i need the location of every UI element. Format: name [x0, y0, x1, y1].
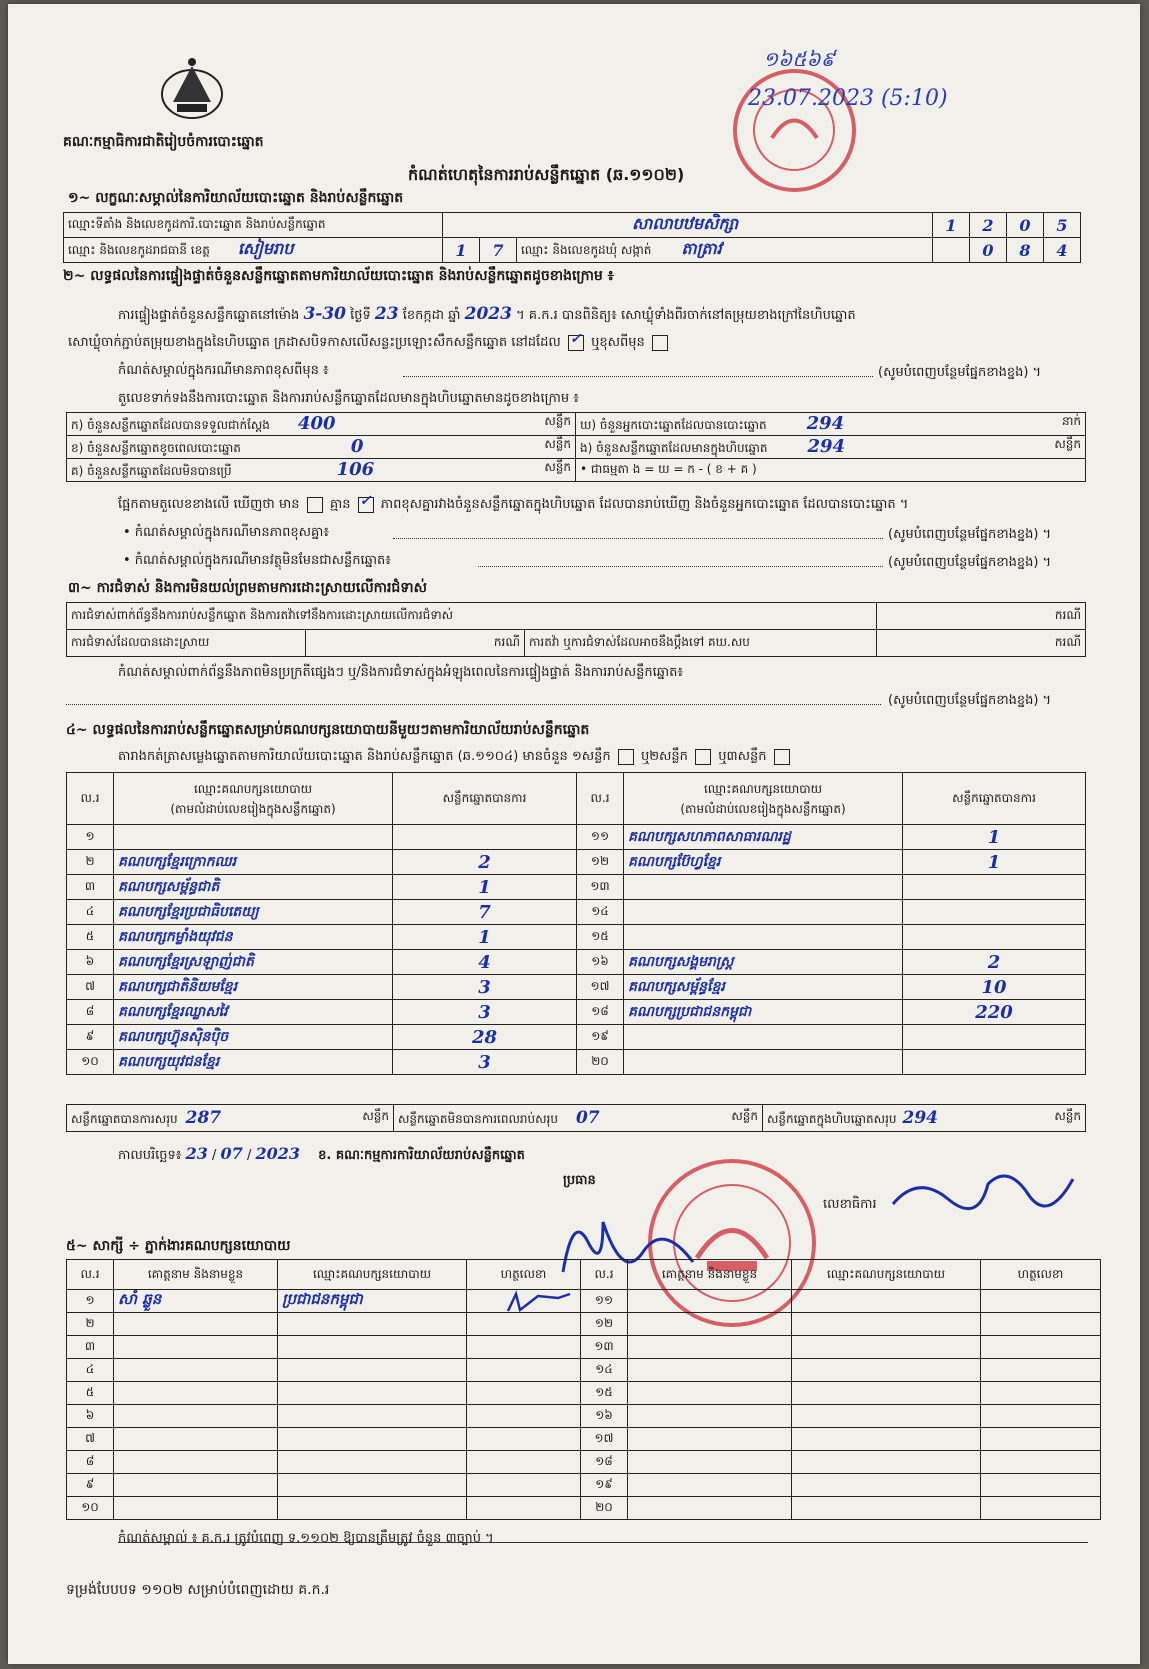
- party-number: ៩: [67, 1025, 114, 1050]
- witness-number: ១: [67, 1290, 114, 1313]
- province-code-1: 1: [443, 238, 480, 263]
- party-votes: 1: [903, 850, 1086, 875]
- table-row: [67, 1290, 1101, 1313]
- witness-number: ១៩: [581, 1474, 628, 1497]
- witness-name: [628, 1290, 792, 1313]
- witness-signature: [981, 1336, 1101, 1359]
- voters-label: ឃ) ចំនួនអ្នកបោះឆ្នោតដែលបានបោះឆ្នោត: [580, 418, 767, 432]
- witness-name: [114, 1405, 278, 1428]
- party-name: [624, 1050, 903, 1075]
- table-row: [67, 1451, 1101, 1474]
- location-label: ឈ្មោះទីតាំង និងលេខកូដការិ.បោះឆ្នោត និងរាប់សន្លឹកឆ្នោត: [64, 213, 443, 238]
- verify-line-rest: ។ គ.ក.រ បានពិនិត្យ៖ សោឃ្លុំទាំងពីរចាក់នៅតម្រុយខាងក្រៅនៃហិបឆ្នោត: [516, 308, 856, 323]
- witness-number: ១៨: [581, 1451, 628, 1474]
- witness-name: [114, 1359, 278, 1382]
- doc-title: កំណត់ហេតុនៃការរាប់សន្លឹកឆ្នោត (ឆ.១១០២): [408, 165, 685, 184]
- witness-party: [278, 1474, 467, 1497]
- foreign-object-note: • កំណត់សម្គាល់ក្នុងករណីមានវត្ថុមិនមែនជាសន្លឹកឆ្នោត៖: [123, 553, 391, 568]
- witness-name: [628, 1313, 792, 1336]
- spoiled-label: ខ) ចំនួនសន្លឹកឆ្នោតខូចពេលបោះឆ្នោត: [71, 441, 241, 455]
- witness-signature: [981, 1428, 1101, 1451]
- witness-name: [114, 1474, 278, 1497]
- witness-name: [628, 1474, 792, 1497]
- two-sheet-checkbox[interactable]: [695, 749, 711, 765]
- table-row: [67, 925, 1086, 950]
- witness-signature: [981, 1451, 1101, 1474]
- irregularity-note: កំណត់សម្គាល់ពាក់ព័ន្ធនឹងភាពមិនប្រក្រតីផ្សេងៗ ឬ/និងការជំទាស់ក្នុងអំឡុងពេលនៃការផ្ទៀងផ្ទាត់ និងការរាប់សន្លឹកឆ្នោត៖: [118, 665, 684, 680]
- party-number: ១៥: [577, 925, 624, 950]
- section1-table: [63, 212, 1081, 263]
- witness-number: ១១: [581, 1290, 628, 1313]
- witness-number: ១០: [67, 1497, 114, 1520]
- witness-number: ៦: [67, 1405, 114, 1428]
- party-number: ១៣: [577, 875, 624, 900]
- location-code-3: 0: [1007, 213, 1044, 238]
- province-label: ឈ្មោះ និងលេខកូដរាជធានី ខេត្ត: [68, 243, 210, 257]
- verify-month-label: ខែកក្កដា ឆ្នាំ: [402, 308, 461, 323]
- has-discrepancy-checkbox[interactable]: [307, 497, 323, 513]
- witness-name: [114, 1313, 278, 1336]
- party-name: គណបក្សប្រជាជនកម្ពុជា: [624, 1000, 903, 1025]
- different-checkbox[interactable]: [652, 335, 668, 351]
- table-row: [67, 900, 1086, 925]
- in-box-value: 294: [807, 436, 846, 457]
- no-discrepancy-label: គ្មាន: [329, 497, 351, 512]
- party-votes: 2: [393, 850, 577, 875]
- party-name: [624, 1025, 903, 1050]
- party-name: គណបក្សខ្មែរក្រោកឈរ: [114, 850, 393, 875]
- witness-number: ៥: [67, 1382, 114, 1405]
- party-number: ១៨: [577, 1000, 624, 1025]
- witness-party: [792, 1474, 981, 1497]
- verify-year: 2023: [464, 304, 512, 324]
- party-number: ១៦: [577, 950, 624, 975]
- totals-table: សន្លឹកឆ្នោតបានការសរុប 287 សន្លឹក សន្លឹកឆ្នោតមិនបានការពេលរាប់សរុប 07 សន្លឹក សន្លឹកឆ្នោតក្នុងហិបឆ្នោតសរុប 294 សន្លឹក: [66, 1104, 1086, 1132]
- witness-name: [628, 1336, 792, 1359]
- party-votes: [903, 925, 1086, 950]
- witness-signature: [467, 1451, 581, 1474]
- foreign-object-fill: (សូមបំពេញបន្ថែមផ្នែកខាងខ្នង) ។: [888, 555, 1052, 570]
- committee-label: ខ. គណៈកម្មការការិយាល័យរាប់សន្លឹកឆ្នោត: [318, 1148, 525, 1163]
- seal-line: សោឃ្លុំចាក់ភ្ជាប់តម្រុយខាងក្នុងនៃហិបឆ្នោត ក្រដាសបិទកាសលើសន្លះប្រឡោះសឹកសន្លឹកឆ្នោត នៅដដែល: [68, 335, 561, 350]
- resolved-label: ការជំទាស់ដែលបានដោះស្រាយ: [67, 630, 306, 657]
- invalid-total: 07: [575, 1107, 600, 1128]
- witness-name: [628, 1451, 792, 1474]
- witness-name: សាំ ឆ្លួន: [114, 1290, 278, 1313]
- section5-title: ៥~ សាក្សី ÷ ភ្នាក់ងារគណបក្សនយោបាយ: [66, 1238, 291, 1254]
- party-votes: 1: [903, 825, 1086, 850]
- commune-value: តាត្រាវ: [681, 239, 722, 258]
- table-row: [67, 1025, 1086, 1050]
- party-number: ២០: [577, 1050, 624, 1075]
- party-number: ៣: [67, 875, 114, 900]
- witness-number: ៨: [67, 1451, 114, 1474]
- witness-signature: [981, 1290, 1101, 1313]
- witness-signature: [981, 1359, 1101, 1382]
- unused-value: 106: [336, 459, 375, 480]
- footer-note: កំណត់សម្គាល់ ៖ គ.ក.រ ត្រូវបំពេញ ទ.១១០២ ឱ្យបានត្រឹមត្រូវ ចំនួន ៣ច្បាប់ ។: [118, 1531, 494, 1546]
- witness-name: [628, 1405, 792, 1428]
- verify-time-label: ការផ្ទៀងផ្ទាត់ចំនួនសន្លឹកឆ្នោតនៅម៉ោង: [118, 308, 300, 323]
- party-name: [624, 925, 903, 950]
- party-votes: 1: [393, 875, 577, 900]
- witness-signature-icon: [498, 1286, 578, 1320]
- date-month: 07: [220, 1144, 243, 1163]
- president-label: ប្រធាន: [563, 1173, 596, 1188]
- party-number: ២: [67, 850, 114, 875]
- party-votes: 3: [393, 975, 577, 1000]
- party-name: [624, 900, 903, 925]
- witness-party: [278, 1497, 467, 1520]
- table-row: [67, 1474, 1101, 1497]
- table-row: [67, 1405, 1101, 1428]
- witness-party: [278, 1382, 467, 1405]
- figures-table: ក) ចំនួនសន្លឹកឆ្នោតដែលបានទទួលជាក់ស្តែង 400 សន្លឹក ឃ) ចំនួនអ្នកបោះឆ្នោតដែលបានបោះឆ្នោត 294 នាក់ ខ) ចំនួនសន្លឹកឆ្នោតខូចពេលបោះឆ្នោត 0 សន្លឹក ង) ចំនួនសន្លឹកឆ្នោតដែលមានក្នុងហិបឆ្នោត 294 សន្លឹក គ) ចំនួនសន្លឹកឆ្នោតដែលមិនបានប្រើ 106 សន្លឹក • ជាធម្មតា ង = ឃ = ក - ( ខ + គ ): [66, 412, 1086, 482]
- spoiled-value: 0: [350, 436, 364, 457]
- witness-party: ប្រជាជនកម្ពុជា: [278, 1290, 467, 1313]
- footer-form-id: ទម្រង់បែបបទ ១១០២ សម្រាប់បំពេញដោយ គ.ក.រ: [66, 1582, 330, 1598]
- witness-party: [792, 1313, 981, 1336]
- table-row: [67, 825, 1086, 850]
- table-row: [67, 875, 1086, 900]
- witness-party: [278, 1336, 467, 1359]
- stamp-date: 23.07.2023 (5:10): [748, 86, 948, 111]
- table-row: [67, 1497, 1101, 1520]
- witness-number: ១៤: [581, 1359, 628, 1382]
- party-number: ៨: [67, 1000, 114, 1025]
- witness-number: ១៥: [581, 1382, 628, 1405]
- one-sheet-checkbox[interactable]: [618, 749, 634, 765]
- objections-row: ការជំទាស់ពាក់ព័ន្ធនឹងការរាប់សន្លឹកឆ្នោត និងការតវ៉ាទៅនឹងការដោះស្រាយលើការជំទាស់: [67, 603, 877, 630]
- results-table: ល.រ ឈ្មោះគណបក្សនយោបាយ (តាមលំដាប់លេខរៀងក្នុងសន្លឹកឆ្នោត) សន្លឹកឆ្នោតបានការ ល.រ ឈ្មោះគណបក្សនយោបាយ (តាមលំដាប់លេខរៀងក្នុងសន្លឹកឆ្នោត) សន្លឹកឆ្នោតបានការ ១ ១១ គណបក្សសហភាពសាធារណរដ្ឋ 1 ២ គណបក្សខ្មែរក្រោកឈរ 2 ១២ គណបក្សប៊ែហ្វខ្មែរ 1 ៣ គណបក្សសម្ព័ន្ធជាតិ 1 ១៣ ៤ គណបក្សខ្មែរប្រជាធិបតេយ្យ 7 ១៤ ៥ គណបក្សកម្លាំងយុវជន 1 ១៥ ៦ គណបក្សខ្មែរស្រឡាញ់ជាតិ 4 ១៦ គណបក្សសង្គមរាស្រ្ត 2 ៧ គណបក្សជាតិនិយមខ្មែរ 3 ១៧ គណបក្សសម្ព័ន្ធខ្មែរ 10 ៨ គណបក្សខ្មែរឈ្លាសវៃ 3 ១៨ គណបក្សប្រជាជនកម្ពុជា 220 ៩ គណបក្សហ៊្វុនស៊ិនប៉ិច 28 ១៩ ១០ គណបក្សយុវជនខ្មែរ 3 ២០: [66, 772, 1086, 1075]
- witness-party: [792, 1382, 981, 1405]
- party-votes: 10: [903, 975, 1086, 1000]
- witness-party: [792, 1497, 981, 1520]
- witness-number: ៩: [67, 1474, 114, 1497]
- verify-day-label: ថ្ងៃទី: [350, 308, 371, 323]
- party-votes: 28: [393, 1025, 577, 1050]
- in-box-label: ង) ចំនួនសន្លឹកឆ្នោតដែលមានក្នុងហិបឆ្នោត: [580, 441, 768, 455]
- appeal-label: ការតវ៉ា ឬការជំទាស់ដែលអាចនឹងប្តឹងទៅ គឃ.សប: [525, 630, 877, 657]
- table-row: [67, 1336, 1101, 1359]
- voters-value: 294: [806, 413, 845, 434]
- witness-name: [628, 1359, 792, 1382]
- witness-party: [278, 1359, 467, 1382]
- valid-total: 287: [185, 1107, 222, 1128]
- party-votes: 3: [393, 1050, 577, 1075]
- commune-code-1: 0: [970, 238, 1007, 263]
- party-votes: [903, 900, 1086, 925]
- party-number: ១៩: [577, 1025, 624, 1050]
- party-name: គណបក្សសម្ព័ន្ធខ្មែរ: [624, 975, 903, 1000]
- witness-signature: [981, 1382, 1101, 1405]
- party-name: គណបក្សសម្ព័ន្ធជាតិ: [114, 875, 393, 900]
- witness-signature: [467, 1474, 581, 1497]
- party-name: គណបក្សហ៊្វុនស៊ិនប៉ិច: [114, 1025, 393, 1050]
- witness-party: [792, 1359, 981, 1382]
- tally-sheet-label: តារាងកត់ត្រាសម្លេងឆ្នោតតាមការិយាល័យបោះឆ្នោត និងរាប់សន្លឹកឆ្នោត (ឆ.១១០៤) មានចំនួន ១សន្លឹក: [118, 749, 611, 764]
- date-label: កាលបរិច្ឆេទ៖: [118, 1148, 182, 1163]
- witness-party: [278, 1405, 467, 1428]
- no-discrepancy-checkbox[interactable]: ✓: [358, 497, 374, 513]
- unused-label: គ) ចំនួនសន្លឹកឆ្នោតដែលមិនបានប្រើ: [71, 464, 232, 478]
- party-number: ១: [67, 825, 114, 850]
- table-row: [67, 1382, 1101, 1405]
- party-name: គណបក្សសហភាពសាធារណរដ្ឋ: [624, 825, 903, 850]
- party-votes: 220: [903, 1000, 1086, 1025]
- party-votes: 7: [393, 900, 577, 925]
- witness-party: [278, 1428, 467, 1451]
- witness-name: [114, 1497, 278, 1520]
- location-code-2: 2: [970, 213, 1007, 238]
- party-number: ៧: [67, 975, 114, 1000]
- party-number: ៦: [67, 950, 114, 975]
- different-label: ឬខុសពីមុន: [591, 335, 645, 350]
- witness-signature: [981, 1497, 1101, 1520]
- witness-signature: [467, 1382, 581, 1405]
- verify-time: 3-30: [303, 304, 346, 324]
- witness-number: ៤: [67, 1359, 114, 1382]
- section4-title: ៤~ លទ្ធផលនៃការរាប់សន្លឹកឆ្នោតសម្រាប់គណបក្សនយោបាយនីមួយៗតាមការិយាល័យរាប់សន្លឹកឆ្នោត: [66, 722, 590, 738]
- party-votes: [393, 825, 577, 850]
- witness-number: ៣: [67, 1336, 114, 1359]
- diff-note-label: កំណត់សម្គាល់ក្នុងករណីមានភាពខុសពីមុន ៖: [118, 363, 329, 378]
- objections-table: ការជំទាស់ពាក់ព័ន្ធនឹងការរាប់សន្លឹកឆ្នោត និងការតវ៉ាទៅនឹងការដោះស្រាយលើការជំទាស់ ករណី ការជំទាស់ដែលបានដោះស្រាយ ករណី ការតវ៉ា ឬការជំទាស់ដែលអាចនឹងប្តឹងទៅ គឃ.សប ករណី: [66, 602, 1086, 657]
- table-row: [67, 975, 1086, 1000]
- witness-signature: [981, 1474, 1101, 1497]
- province-value: សៀមរាប: [237, 239, 294, 258]
- date-day: 23: [185, 1144, 208, 1163]
- witness-signature: [467, 1405, 581, 1428]
- received-value: 400: [297, 413, 336, 434]
- party-name: គណបក្សជាតិនិយមខ្មែរ: [114, 975, 393, 1000]
- discrepancy-label: ផ្អែកតាមតួលេខខាងលើ ឃើញថា មាន: [118, 497, 300, 512]
- witness-signature: [467, 1359, 581, 1382]
- party-number: ១០: [67, 1050, 114, 1075]
- received-label: ក) ចំនួនសន្លឹកឆ្នោតដែលបានទទួលជាក់ស្តែង: [71, 418, 270, 432]
- witness-name: [628, 1497, 792, 1520]
- witness-signature: [467, 1497, 581, 1520]
- witness-number: ១៧: [581, 1428, 628, 1451]
- witness-party: [792, 1336, 981, 1359]
- witness-table: ល.រ គោត្តនាម និងនាមខ្លួន ឈ្មោះគណបក្សនយោបាយ ហត្ថលេខា ល.រ គោត្តនាម និងនាមខ្លួន ឈ្មោះគណបក្សនយោបាយ ហត្ថលេខា ១ សាំ ឆ្លួន ប្រជាជនកម្ពុជា ១១ ២ ១២ ៣ ១៣ ៤ ១៤ ៥ ១៥ ៦ ១៦ ៧ ១៧ ៨ ១៨ ៩ ១៩ ១០ ២០: [66, 1259, 1101, 1520]
- party-name: គណបក្សប៊ែហ្វខ្មែរ: [624, 850, 903, 875]
- party-number: ៥: [67, 925, 114, 950]
- witness-number: ១២: [581, 1313, 628, 1336]
- witness-number: ២០: [581, 1497, 628, 1520]
- discrepancy-text: ភាពខុសគ្នារវាងចំនួនសន្លឹកឆ្នោតក្នុងហិបឆ្នោត ដែលបានរាប់ឃើញ និងចំនួនអ្នកបោះឆ្នោត ដែលបានបោះឆ្នោត ។: [380, 497, 909, 512]
- section2-title: ២~ លទ្ធផលនៃការផ្ទៀងផ្ទាត់ចំនួនសន្លឹកឆ្នោតតាមការិយាល័យបោះឆ្នោត និងរាប់សន្លឹកឆ្នោតដូចខាងក្រោម ៖: [63, 268, 614, 284]
- commune-label: ឈ្មោះ និងលេខកូដឃុំ សង្កាត់: [521, 243, 652, 257]
- formula-label: • ជាធម្មតា ង = ឃ = ក - ( ខ + គ ): [580, 462, 757, 476]
- figures-intro: តួលេខទាក់ទងនឹងការបោះឆ្នោត និងការរាប់សន្លឹកឆ្នោតដែលមានក្នុងហិបឆ្នោតមានដូចខាងក្រោម ៖: [118, 391, 579, 406]
- location-value: សាលាបឋមសិក្សា: [632, 214, 739, 233]
- verify-day: 23: [374, 304, 399, 324]
- witness-name: [114, 1382, 278, 1405]
- ballot-count-form: គណៈកម្មាធិការជាតិរៀបចំការបោះឆ្នោត កំណត់ហេតុនៃការរាប់សន្លឹកឆ្នោត (ឆ.១១០២) ១៦៥៦៩ 23.07.2023 (5:10) ១~ លក្ខណៈសម្គាល់នៃការិយាល័យបោះឆ្នោត និងរាប់សន្លឹកឆ្នោត ឈ្មោះទីតាំង និងលេខកូដការិ.បោះឆ្នោត និងរាប់សន្លឹកឆ្នោត សាលាបឋមសិក្សា 1 2 0 5 ឈ្មោះ និងលេខកូដរាជធានី ខេត្ត សៀមរាប 1 7 ឈ្មោះ និងលេខកូដឃុំ សង្កាត់ តាត្រាវ 0 8 4 ២~ លទ្ធផលនៃការផ្ទៀងផ្ទាត់ចំនួនសន្លឹកឆ្នោតតាមការិយាល័យបោះឆ្នោត និងរាប់សន្លឹកឆ្នោតដូចខាងក្រោម ៖ ការផ្ទៀងផ្ទាត់ចំនួនសន្លឹកឆ្នោតនៅម៉ោង 3-30 ថ្ងៃទី 23 ខែកក្កដា ឆ្នាំ 2023 ។ គ.ក.រ បានពិនិត្យ៖ សោឃ្លុំទាំងពីរចាក់នៅតម្រុយខាងក្រៅនៃហិបឆ្នោត សោឃ្លុំចាក់ភ្ជាប់តម្រុយខាងក្នុងនៃហិបឆ្នោត ក្រដាសបិទកាសលើសន្លះប្រឡោះសឹកសន្លឹកឆ្នោត នៅដដែល ✓ ឬខុសពីមុន កំណត់សម្គាល់ក្នុងករណីមានភាពខុសពីមុន ៖ (សូមបំពេញបន្ថែមផ្នែកខាងខ្នង) ។ តួលេខទាក់ទងនឹងការបោះឆ្នោត និងការរាប់សន្លឹកឆ្នោតដែលមានក្នុងហិបឆ្នោតមានដូចខាងក្រោម ៖ ក) ចំនួនសន្លឹកឆ្នោតដែលបានទទួលជាក់ស្តែង 400 សន្លឹក ឃ) ចំនួនអ្នកបោះឆ្នោតដែលបានបោះឆ្នោត 294 នាក់ ខ) ចំនួនសន្លឹកឆ្នោតខូចពេលបោះឆ្នោត 0 សន្លឹក ង) ចំនួនសន្លឹកឆ្នោតដែលមានក្នុងហិបឆ្នោត 294 សន្លឹក គ) ចំនួនសន្លឹកឆ្នោតដែលមិនបានប្រើ 106 សន្លឹក • ជាធម្មតា ង = ឃ = ក - ( ខ + គ ) ផ្អែកតាមតួលេខខាងលើ ឃើញថា មាន គ្មាន ✓ ភាពខុសគ្នារវាងចំនួនសន្លឹកឆ្នោតក្នុងហិបឆ្នោត ដែលបានរាប់ឃើញ និងចំនួនអ្នកបោះឆ្នោត ដែលបានបោះឆ្នោត ។ • កំណត់សម្គាល់ក្នុងករណីមានភាពខុសគ្នា៖ (សូមបំពេញបន្ថែមផ្នែកខាងខ្នង) ។ • កំណត់សម្គាល់ក្នុងករណីមានវត្ថុមិនមែនជាសន្លឹកឆ្នោត៖ (សូមបំពេញបន្ថែមផ្នែកខាងខ្នង) ។ ៣~ ការជំទាស់ និងការមិនយល់ព្រមតាមការដោះស្រាយលើការជំទាស់ ការជំទាស់ពាក់ព័ន្ធនឹងការរាប់សន្លឹកឆ្នោត និងការតវ៉ាទៅនឹងការដោះស្រាយលើការជំទាស់ ករណី ការជំទាស់ដែលបានដោះស្រាយ ករណី ការតវ៉ា ឬការជំទាស់ដែលអាចនឹងប្តឹងទៅ គឃ.សប ករណី កំណត់សម្គាល់ពាក់ព័ន្ធនឹងភាពមិនប្រក្រតីផ្សេងៗ ឬ/និងការជំទាស់ក្នុងអំឡុងពេលនៃការផ្ទៀងផ្ទាត់ និងការរាប់សន្លឹកឆ្នោត៖ (សូមបំពេញបន្ថែមផ្នែកខាងខ្នង) ។ ៤~ លទ្ធផលនៃការរាប់សន្លឹកឆ្នោតសម្រាប់គណបក្សនយោបាយនីមួយៗតាមការិយាល័យរាប់សន្លឹកឆ្នោត តារាងកត់ត្រាសម្លេងឆ្នោតតាមការិយាល័យបោះឆ្នោត និងរាប់សន្លឹកឆ្នោត (ឆ.១១០៤) មានចំនួន ១សន្លឹក ឬ២សន្លឹក ឬ៣សន្លឹក ល.រ ឈ្មោះគណបក្សនយោបាយ (តាមលំដាប់លេខរៀងក្នុងសន្លឹកឆ្នោត) សន្លឹកឆ្នោតបានការ ល.រ ឈ្មោះគណបក្សនយោបាយ (តាមលំដាប់លេខរៀងក្នុងសន្លឹកឆ្នោត) សន្លឹកឆ្នោតបានការ ១ ១១ គណបក្សសហភាពសាធារណរដ្ឋ 1 ២ គណបក្សខ្មែរក្រោកឈរ 2 ១២ គណបក្សប៊ែហ្វខ្មែរ 1 ៣ គណបក្សសម្ព័ន្ធជាតិ 1 ១៣ ៤ គណបក្សខ្មែរប្រជាធិបតេយ្យ 7 ១៤ ៥ គណបក្សកម្លាំងយុវជន 1 ១៥ ៦ គណបក្សខ្មែរស្រឡាញ់ជាតិ 4 ១៦ គណបក្សសង្គមរាស្រ្ត 2 ៧ គណបក្សជាតិនិយមខ្មែរ 3 ១៧ គណបក្សសម្ព័ន្ធខ្មែរ 10 ៨ គណបក្សខ្មែរឈ្លាសវៃ 3 ១៨ គណបក្សប្រជាជនកម្ពុជា 220 ៩ គណបក្សហ៊្វុនស៊ិនប៉ិច 28 ១៩ ១០ គណបក្សយុវជនខ្មែរ 3 ២០ សន្លឹកឆ្នោតបានការសរុប 287 សន្លឹក សន្លឹកឆ្នោតមិនបានការពេលរាប់សរុប 07 សន្លឹក សន្លឹកឆ្នោតក្នុងហិបឆ្នោតសរុប 294 សន្លឹក កាលបរិច្ឆេទ៖ 23 / 07 / 2023 ខ. គណៈកម្មការការិយាល័យរាប់សន្លឹកឆ្នោត ប្រធាន លេខាធិការ ៥~ សាក្សី ÷ ភ្នាក់ងារគណបក្សនយោបាយ ល.រ គោត្តនាម និងនាមខ្លួន ឈ្មោះគណបក្សនយោបាយ ហត្ថលេខា ល.រ គោត្តនាម និងនាមខ្លួន ឈ្មោះគណបក្សនយោបាយ ហត្ថលេខា ១ សាំ ឆ្លួន ប្រជាជនកម្ពុជា ១១ ២ ១២ ៣ ១៣ ៤ ១៤ ៥ ១៥ ៦ ១៦ ៧ ១៧ ៨ ១៨ ៩ ១៩ ១០ ២០ កំណត់សម្គាល់ ៖ គ.ក.រ ត្រូវបំពេញ ទ.១១០២ ឱ្យបានត្រឹមត្រូវ ចំនួន ៣ច្បាប់ ។ ទម្រង់បែបបទ ១១០២ សម្រាប់បំពេញដោយ គ.ក.រ: [8, 4, 1140, 1664]
- party-name: គណបក្សខ្មែរស្រឡាញ់ជាតិ: [114, 950, 393, 975]
- witness-signature: [981, 1405, 1101, 1428]
- national-emblem-icon: [153, 52, 231, 130]
- party-name: [114, 825, 393, 850]
- party-name: គណបក្សខ្មែរឈ្លាសវៃ: [114, 1000, 393, 1025]
- same-checkbox[interactable]: ✓: [568, 335, 584, 351]
- stamp-serial: ១៦៥៦៩: [763, 47, 835, 71]
- party-number: ១៧: [577, 975, 624, 1000]
- witness-name: [628, 1428, 792, 1451]
- commune-code-2: 8: [1007, 238, 1044, 263]
- witness-number: ២: [67, 1313, 114, 1336]
- section3-title: ៣~ ការជំទាស់ និងការមិនយល់ព្រមតាមការដោះស្រាយលើការជំទាស់: [68, 580, 427, 596]
- witness-number: ១៦: [581, 1405, 628, 1428]
- discrepancy-note: • កំណត់សម្គាល់ក្នុងករណីមានភាពខុសគ្នា៖: [123, 525, 330, 540]
- witness-name: [114, 1428, 278, 1451]
- witness-signature: [467, 1428, 581, 1451]
- table-row: [67, 1428, 1101, 1451]
- secretary-signature-icon: [888, 1154, 1078, 1224]
- discrepancy-fill: (សូមបំពេញបន្ថែមផ្នែកខាងខ្នង) ។: [888, 527, 1052, 542]
- party-name: គណបក្សខ្មែរប្រជាធិបតេយ្យ: [114, 900, 393, 925]
- three-sheet-checkbox[interactable]: [774, 749, 790, 765]
- party-name: គណបក្សយុវជនខ្មែរ: [114, 1050, 393, 1075]
- witness-name: [114, 1451, 278, 1474]
- party-votes: 3: [393, 1000, 577, 1025]
- witness-signature: [981, 1313, 1101, 1336]
- witness-party: [278, 1313, 467, 1336]
- party-votes: 1: [393, 925, 577, 950]
- secretary-label: លេខាធិការ: [823, 1197, 877, 1212]
- party-number: ១២: [577, 850, 624, 875]
- party-name: គណបក្សកម្លាំងយុវជន: [114, 925, 393, 950]
- table-row: [67, 1050, 1086, 1075]
- witness-signature: [467, 1336, 581, 1359]
- party-name: គណបក្សសង្គមរាស្រ្ត: [624, 950, 903, 975]
- witness-name: [628, 1382, 792, 1405]
- witness-party: [792, 1451, 981, 1474]
- witness-party: [792, 1405, 981, 1428]
- table-row: [67, 950, 1086, 975]
- party-votes: [903, 875, 1086, 900]
- section1-title: ១~ លក្ខណៈសម្គាល់នៃការិយាល័យបោះឆ្នោត និងរាប់សន្លឹកឆ្នោត: [68, 190, 404, 206]
- witness-party: [278, 1451, 467, 1474]
- party-number: ១៤: [577, 900, 624, 925]
- table-row: [67, 1313, 1101, 1336]
- party-number: ១១: [577, 825, 624, 850]
- date-year: 2023: [255, 1144, 300, 1163]
- witness-party: [792, 1290, 981, 1313]
- party-votes: 2: [903, 950, 1086, 975]
- location-code-4: 5: [1044, 213, 1081, 238]
- province-code-2: 7: [480, 238, 517, 263]
- witness-number: ១៣: [581, 1336, 628, 1359]
- table-row: [67, 1000, 1086, 1025]
- commune-code-3: 4: [1044, 238, 1081, 263]
- party-votes: [903, 1025, 1086, 1050]
- irregularity-fill: (សូមបំពេញបន្ថែមផ្នែកខាងខ្នង) ។: [888, 693, 1052, 708]
- witness-party: [792, 1428, 981, 1451]
- org-name: គណៈកម្មាធិការជាតិរៀបចំការបោះឆ្នោត: [63, 134, 264, 150]
- party-number: ៤: [67, 900, 114, 925]
- witness-name: [114, 1336, 278, 1359]
- box-total: 294: [902, 1107, 938, 1128]
- party-name: [624, 875, 903, 900]
- table-row: [67, 850, 1086, 875]
- witness-number: ៧: [67, 1428, 114, 1451]
- party-votes: [903, 1050, 1086, 1075]
- table-row: [67, 1359, 1101, 1382]
- party-votes: 4: [393, 950, 577, 975]
- diff-note-fill: (សូមបំពេញបន្ថែមផ្នែកខាងខ្នង) ។: [878, 365, 1042, 380]
- location-code-1: 1: [933, 213, 970, 238]
